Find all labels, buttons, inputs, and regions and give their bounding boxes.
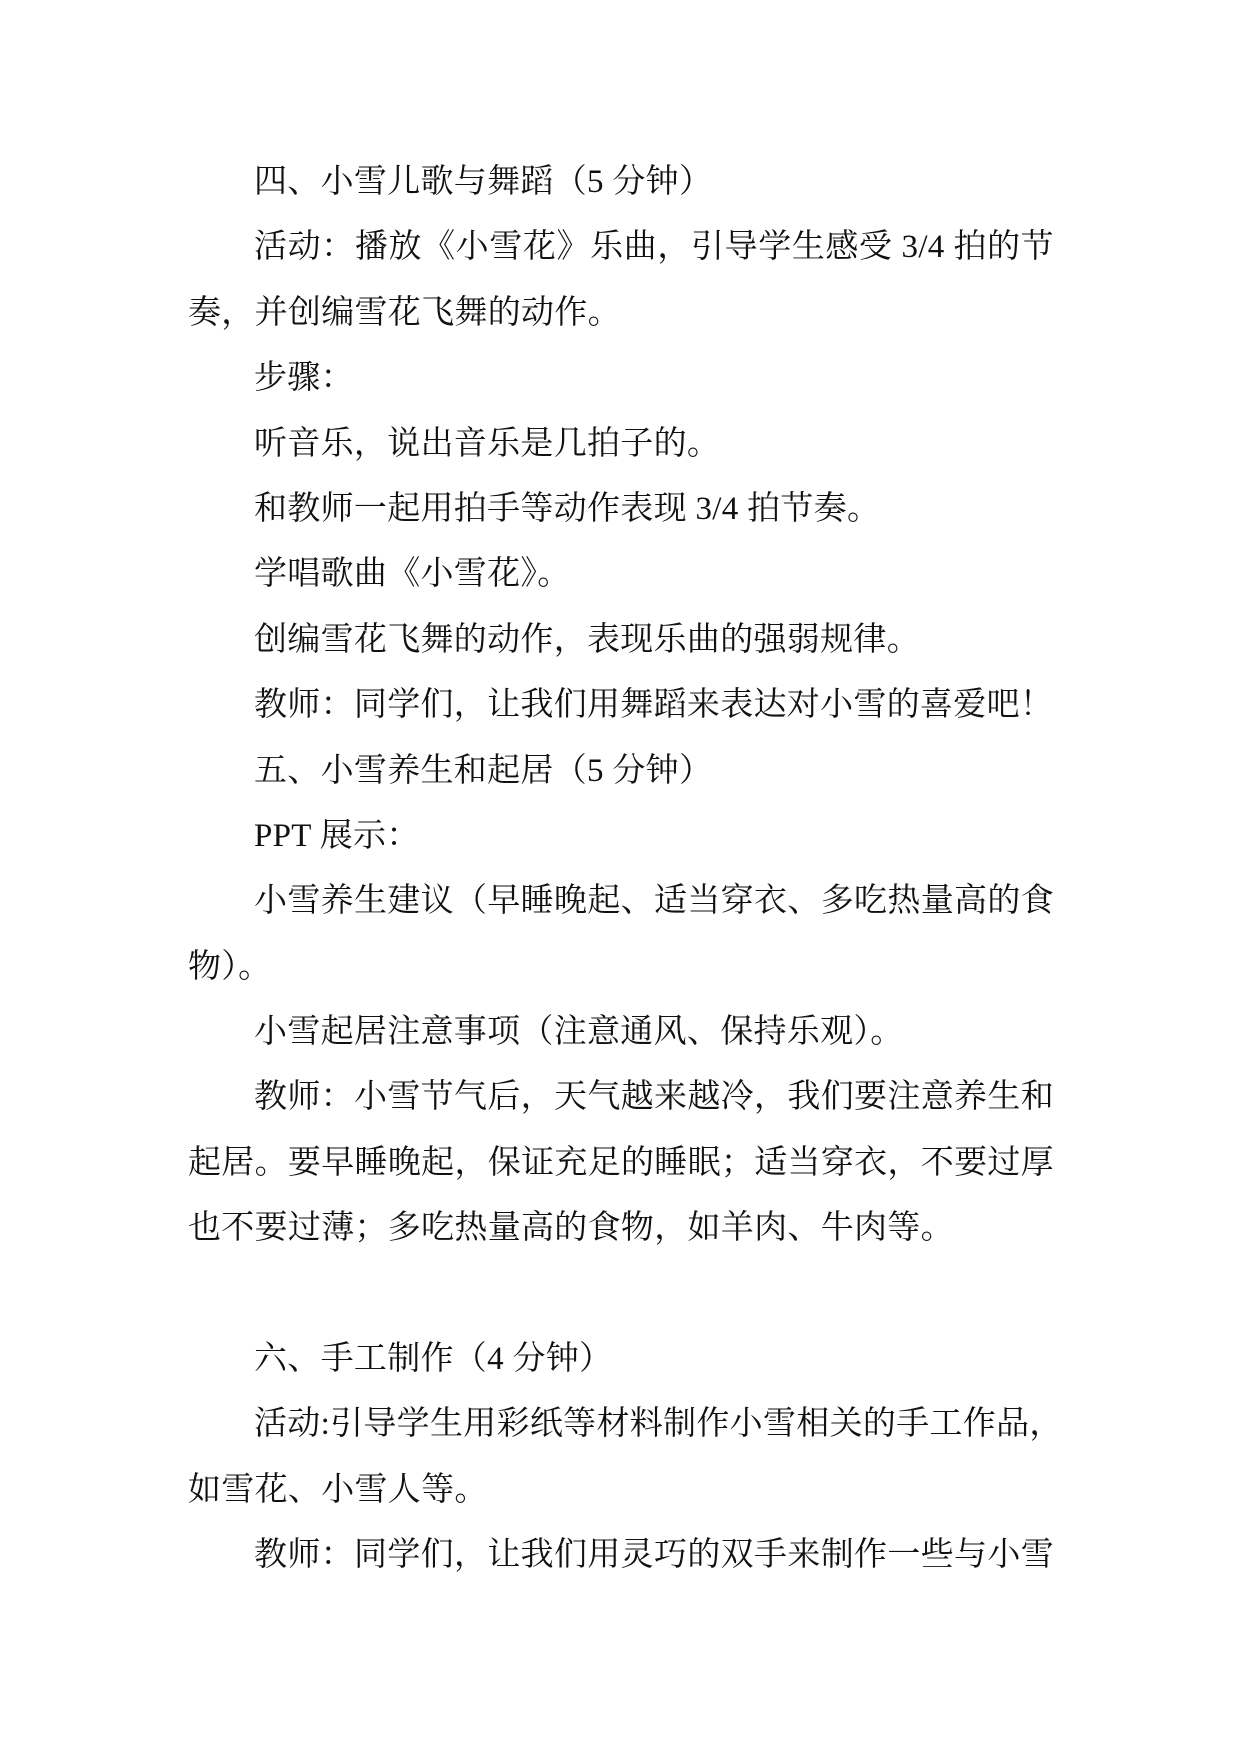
step-item: 听音乐，说出音乐是几拍子的。 bbox=[254, 425, 721, 462]
section-heading-song-dance: 四、小雪儿歌与舞蹈（5 分钟） bbox=[254, 164, 713, 200]
paragraph-line: 如雪花、小雪人等。 bbox=[188, 1471, 488, 1508]
paragraph-line: 活动:引导学生用彩纸等材料制作小雪相关的手工作品， bbox=[254, 1406, 1063, 1443]
paragraph-line: 奏，并创编雪花飞舞的动作。 bbox=[188, 294, 621, 331]
paragraph-line: 小雪养生建议（早睡晚起、适当穿衣、多吃热量高的食 bbox=[254, 883, 1054, 920]
document-body bbox=[188, 150, 1063, 1589]
paragraph-line: 起居。要早睡晚起，保证充足的睡眠；适当穿衣，不要过厚 bbox=[188, 1144, 1054, 1181]
section-heading-handcraft: 六、手工制作（4 分钟） bbox=[254, 1341, 613, 1378]
section-heading-health: 五、小雪养生和起居（5 分钟） bbox=[254, 752, 713, 789]
teacher-line: 教师：同学们，让我们用灵巧的双手来制作一些与小雪 bbox=[254, 1537, 1054, 1574]
teacher-line: 教师：小雪节气后，天气越来越冷，我们要注意养生和 bbox=[254, 1079, 1054, 1116]
teacher-line: 教师：同学们，让我们用舞蹈来表达对小雪的喜爱吧！ bbox=[254, 687, 1054, 724]
step-item: 和教师一起用拍手等动作表现 3/4 拍节奏。 bbox=[254, 490, 881, 527]
paragraph-line: 物）。 bbox=[188, 948, 272, 985]
ppt-label: PPT 展示： bbox=[254, 817, 420, 854]
blank-line bbox=[188, 1262, 1054, 1327]
step-item: 学唱歌曲《小雪花》。 bbox=[254, 556, 571, 593]
step-item: 创编雪花飞舞的动作，表现乐曲的强弱规律。 bbox=[254, 621, 920, 658]
paragraph-line: 活动：播放《小雪花》乐曲，引导学生感受 3/4 拍的节 bbox=[254, 229, 1054, 266]
paragraph-line: 小雪起居注意事项（注意通风、保持乐观）。 bbox=[254, 1014, 904, 1051]
paragraph-line: 也不要过薄；多吃热量高的食物，如羊肉、牛肉等。 bbox=[188, 1210, 954, 1247]
steps-label: 步骤： bbox=[254, 360, 354, 397]
